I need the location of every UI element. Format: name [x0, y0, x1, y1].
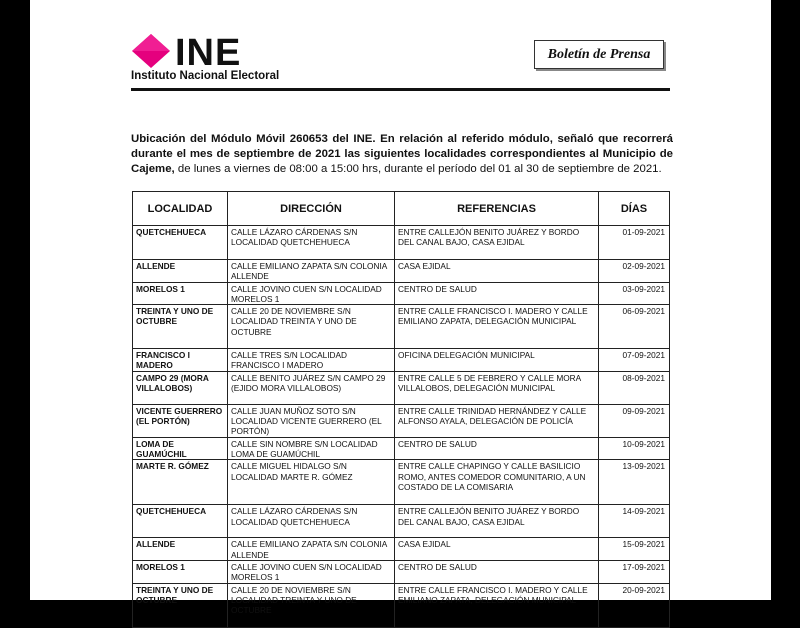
- cell-dias: 09-09-2021: [599, 404, 670, 437]
- cell-localidad: LOMA DE GUAMÚCHIL: [133, 437, 228, 460]
- cell-referencias: ENTRE CALLE 5 DE FEBRERO Y CALLE MORA VILLALOBOS, DELEGACIÓN MUNICIPAL: [395, 371, 599, 404]
- table-row: [133, 282, 670, 305]
- header-divider: [131, 88, 670, 91]
- cell-direccion: CALLE JUAN MUÑOZ SOTO S/N LOCALIDAD VICENTE GUERRERO (EL PORTÓN): [228, 404, 395, 437]
- ine-logo: [131, 33, 301, 85]
- cell-localidad: QUETCHEHUECA: [133, 226, 228, 260]
- cell-dias: 14-09-2021: [599, 505, 670, 538]
- cell-dias: 15-09-2021: [599, 538, 670, 561]
- cell-direccion: CALLE TRES S/N LOCALIDAD FRANCISCO I MADERO: [228, 349, 395, 372]
- logo-wordmark: INE: [175, 32, 242, 74]
- cell-dias: 08-09-2021: [599, 371, 670, 404]
- cell-dias: 13-09-2021: [599, 460, 670, 505]
- cell-referencias: CENTRO DE SALUD: [395, 560, 599, 583]
- column-header-referencias: REFERENCIAS: [395, 192, 599, 226]
- press-release-label: Boletín de Prensa: [534, 40, 664, 69]
- table-row: [133, 305, 670, 349]
- table-header-row: [133, 192, 670, 226]
- cell-direccion: CALLE LÁZARO CÁRDENAS S/N LOCALIDAD QUETCHEHUECA: [228, 505, 395, 538]
- cell-dias: 07-09-2021: [599, 349, 670, 372]
- table-row: [133, 583, 670, 627]
- table-row: [133, 538, 670, 561]
- column-header-dias: DÍAS: [599, 192, 670, 226]
- cell-localidad: ALLENDE: [133, 260, 228, 283]
- table-row: [133, 371, 670, 404]
- cell-localidad: CAMPO 29 (MORA VILLALOBOS): [133, 371, 228, 404]
- table-row: [133, 505, 670, 538]
- table-row: [133, 437, 670, 460]
- table-row: [133, 349, 670, 372]
- table-row: [133, 226, 670, 260]
- column-header-direccion: DIRECCIÓN: [228, 192, 395, 226]
- cell-direccion: CALLE SIN NOMBRE S/N LOCALIDAD LOMA DE GUAMÚCHIL: [228, 437, 395, 460]
- cell-referencias: ENTRE CALLE TRINIDAD HERNÁNDEZ Y CALLE ALFONSO AYALA, DELEGACIÓN DE POLICÍA: [395, 404, 599, 437]
- table-row: [133, 460, 670, 505]
- cell-referencias: CENTRO DE SALUD: [395, 282, 599, 305]
- intro-normal-text: de lunes a viernes de 08:00 a 15:00 hrs, durante el período del 01 al 30 de septiembre de 2021.: [174, 163, 662, 176]
- cell-direccion: CALLE MIGUEL HIDALGO S/N LOCALIDAD MARTE R. GÓMEZ: [228, 460, 395, 505]
- cell-dias: 02-09-2021: [599, 260, 670, 283]
- cell-localidad: FRANCISCO I MADERO: [133, 349, 228, 372]
- cell-direccion: CALLE JOVINO CUEN S/N LOCALIDAD MORELOS 1: [228, 560, 395, 583]
- press-release-page: [30, 0, 771, 616]
- cell-direccion: CALLE EMILIANO ZAPATA S/N COLONIA ALLENDE: [228, 260, 395, 283]
- cell-referencias: ENTRE CALLE FRANCISCO I. MADERO Y CALLE EMILIANO ZAPATA, DELEGACIÓN MUNICIPAL: [395, 583, 599, 627]
- cell-localidad: VICENTE GUERRERO (EL PORTÓN): [133, 404, 228, 437]
- table-row: [133, 404, 670, 437]
- cell-direccion: CALLE LÁZARO CÁRDENAS S/N LOCALIDAD QUETCHEHUECA: [228, 226, 395, 260]
- logo-subtitle: Instituto Nacional Electoral: [131, 70, 280, 82]
- table-row: [133, 560, 670, 583]
- cell-direccion: CALLE BENITO JUÁREZ S/N CAMPO 29 (EJIDO MORA VILLALOBOS): [228, 371, 395, 404]
- cell-referencias: CASA EJIDAL: [395, 538, 599, 561]
- cell-direccion: CALLE JOVINO CUEN S/N LOCALIDAD MORELOS 1: [228, 282, 395, 305]
- table-row: [133, 260, 670, 283]
- cell-localidad: ALLENDE: [133, 538, 228, 561]
- cell-referencias: ENTRE CALLE FRANCISCO I. MADERO Y CALLE EMILIANO ZAPATA, DELEGACIÓN MUNICIPAL: [395, 305, 599, 349]
- cell-localidad: TREINTA Y UNO DE OCTUBRE: [133, 305, 228, 349]
- column-header-localidad: LOCALIDAD: [133, 192, 228, 226]
- schedule-table: [132, 191, 670, 628]
- diamond-logo-icon: [131, 33, 171, 69]
- intro-bold-text: Ubicación del Módulo Móvil 260653 del INE. En relación al referido módulo, señaló que recorrerá durante el mes de septiembre de 2021 las siguientes localidades correspondientes al Municipio de Cajeme,: [131, 133, 673, 176]
- cell-localidad: MORELOS 1: [133, 282, 228, 305]
- cell-localidad: MORELOS 1: [133, 560, 228, 583]
- cell-dias: 03-09-2021: [599, 282, 670, 305]
- cell-referencias: ENTRE CALLEJÓN BENITO JUÁREZ Y BORDO DEL CANAL BAJO, CASA EJIDAL: [395, 226, 599, 260]
- cell-direccion: CALLE 20 DE NOVIEMBRE S/N LOCALIDAD TREINTA Y UNO DE OCTUBRE: [228, 305, 395, 349]
- cell-referencias: CASA EJIDAL: [395, 260, 599, 283]
- cell-referencias: CENTRO DE SALUD: [395, 437, 599, 460]
- cell-localidad: QUETCHEHUECA: [133, 505, 228, 538]
- cell-localidad: TREINTA Y UNO DE OCTUBRE: [133, 583, 228, 627]
- intro-paragraph: [131, 132, 673, 177]
- cell-localidad: MARTE R. GÓMEZ: [133, 460, 228, 505]
- cell-dias: 17-09-2021: [599, 560, 670, 583]
- cell-dias: 20-09-2021: [599, 583, 670, 627]
- cell-direccion: CALLE 20 DE NOVIEMBRE S/N LOCALIDAD TREINTA Y UNO DE OCTUBRE: [228, 583, 395, 627]
- cell-dias: 01-09-2021: [599, 226, 670, 260]
- cell-direccion: CALLE EMILIANO ZAPATA S/N COLONIA ALLENDE: [228, 538, 395, 561]
- cell-dias: 06-09-2021: [599, 305, 670, 349]
- cell-referencias: OFICINA DELEGACIÓN MUNICIPAL: [395, 349, 599, 372]
- cell-referencias: ENTRE CALLE CHAPINGO Y CALLE BASILICIO ROMO, ANTES COMEDOR COMUNITARIO, A UN COSTADO DE LA COMISARIA: [395, 460, 599, 505]
- cell-dias: 10-09-2021: [599, 437, 670, 460]
- cell-referencias: ENTRE CALLEJÓN BENITO JUÁREZ Y BORDO DEL CANAL BAJO, CASA EJIDAL: [395, 505, 599, 538]
